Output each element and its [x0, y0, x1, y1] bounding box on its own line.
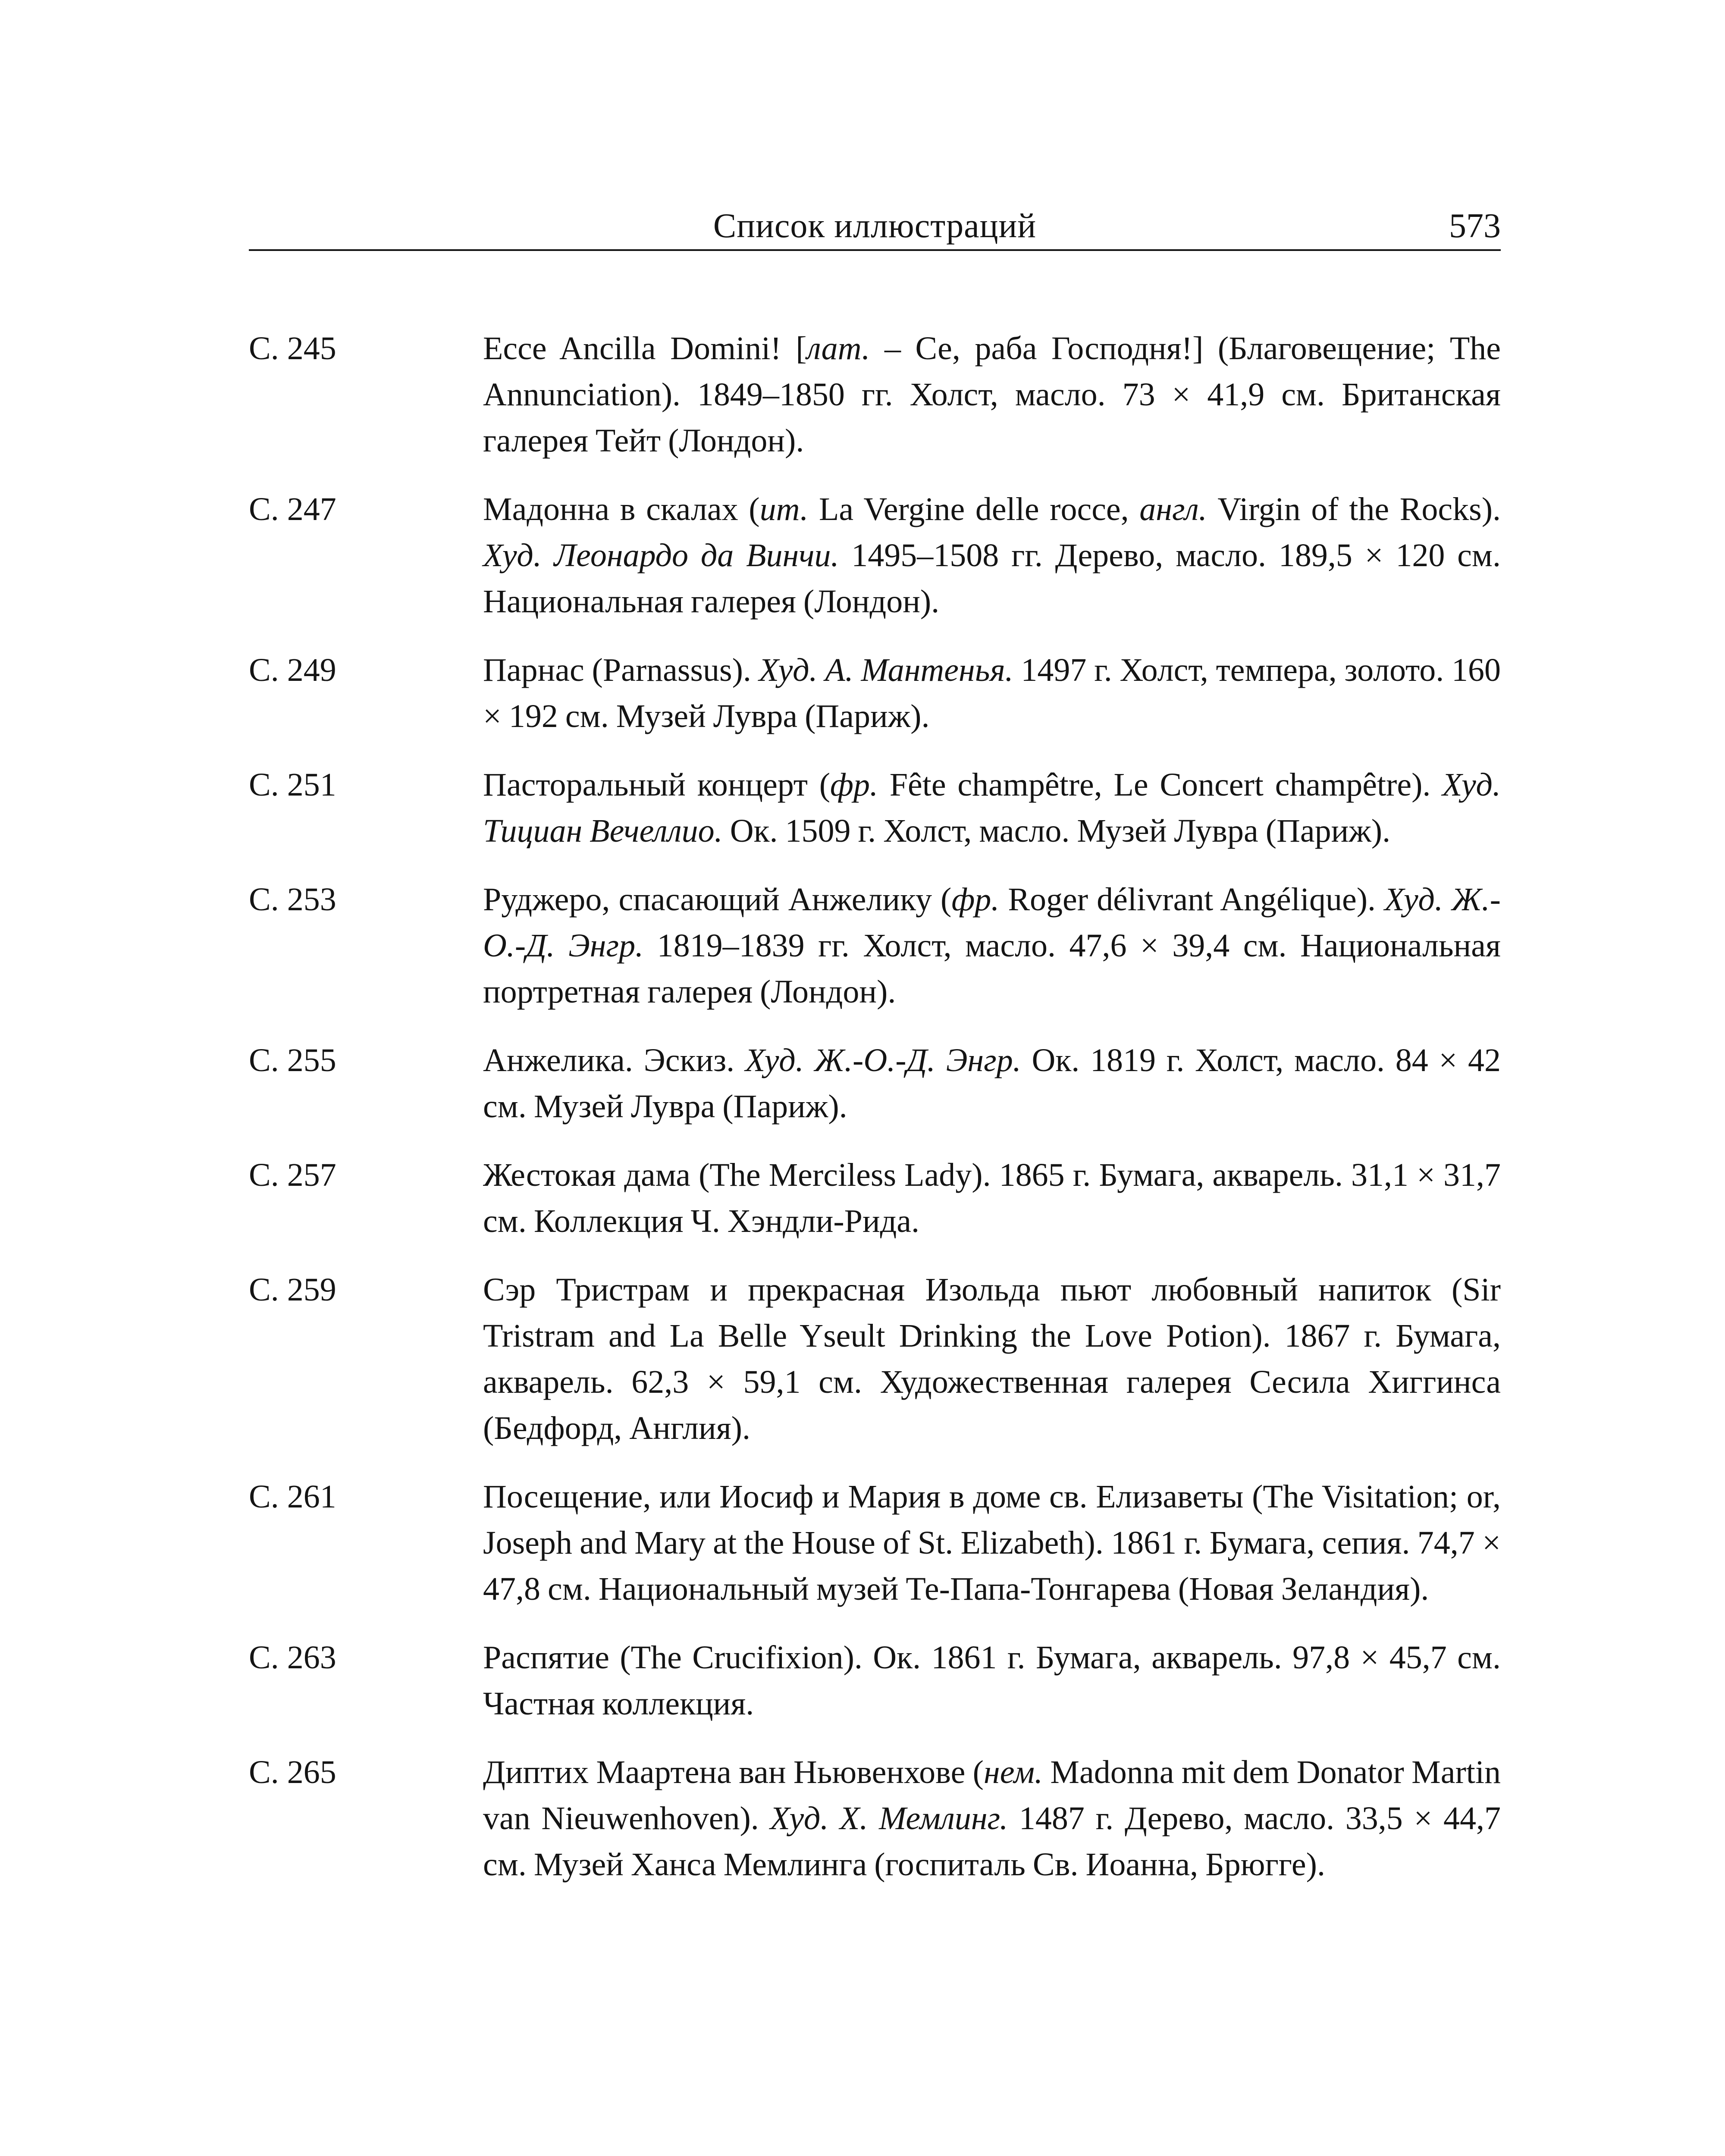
entry-text-italic: Худ. Леонардо да Винчи.	[483, 537, 839, 573]
entry-page-ref: С. 253	[249, 881, 336, 918]
entry-text-run: 1819–1839 гг. Холст, масло. 47,6 × 39,4 см. Национальная портретная галерея (Лондон).	[483, 928, 1501, 1010]
entry-text-italic: ит.	[759, 491, 809, 527]
illustration-entry	[249, 1474, 1501, 1612]
entry-page-ref: С. 251	[249, 767, 336, 803]
entry-description	[483, 1749, 1501, 1888]
entry-text-run: Руджеро, спасающий Анжелику (	[483, 881, 952, 918]
entry-text-run: Virgin of the Rocks).	[1207, 491, 1501, 527]
illustration-entry	[249, 1635, 1501, 1727]
entry-text-run: Ок. 1819 г. Холст, масло. 84 × 42 см. Музей Лувра (Париж).	[483, 1042, 1501, 1125]
entry-description	[483, 877, 1501, 1015]
entry-text-run: Сэр Тристрам и прекрасная Изольда пьют любовный напиток (Sir Tristram and La Belle Yseult Drinking the Love Potion). 1867 г. Бумага, акварель. 62,3 × 59,1 см. Художественная галерея Сесила Хиггинса (Бедфорд, Англия).	[483, 1272, 1501, 1446]
entry-page-ref: С. 245	[249, 330, 336, 367]
entry-page-ref: С. 249	[249, 652, 336, 688]
entry-text-run: 1487 г. Дерево, масло. 33,5 × 44,7 см. Музей Ханса Мемлинга (госпиталь Св. Иоанна, Брюгге).	[483, 1800, 1501, 1883]
entry-text-run: Ок. 1509 г. Холст, масло. Музей Лувра (Париж).	[722, 813, 1391, 849]
entry-text-run: – Се, раба Господня!] (Благовещение; The Annunciation). 1849–1850 гг. Холст, масло. 73 × 41,9 см. Британская галерея Тейт (Лондон).	[483, 330, 1501, 459]
entry-description	[483, 647, 1501, 740]
entry-text-italic: фр.	[951, 881, 1000, 918]
entry-description	[483, 486, 1501, 625]
entry-text-run: Пасторальный концерт (	[483, 767, 831, 803]
entry-text-italic: Худ. Х. Мемлинг.	[770, 1800, 1008, 1836]
entry-text-run: Мадонна в скалах (	[483, 491, 760, 527]
entry-description	[483, 326, 1501, 464]
entry-text-italic: Худ. Ж.-О.-Д. Энгр.	[483, 881, 1501, 964]
entry-text-run: Жестокая дама (The Merciless Lady). 1865 г. Бумага, акварель. 31,1 × 31,7 см. Коллекция Ч. Хэндли-Рида.	[483, 1157, 1501, 1239]
entry-page-ref: С. 263	[249, 1639, 336, 1676]
illustration-entry	[249, 1749, 1501, 1888]
illustration-entry	[249, 762, 1501, 854]
entry-text-run: Roger délivrant Angélique).	[999, 881, 1385, 918]
illustration-entry	[249, 1037, 1501, 1130]
illustration-entry	[249, 877, 1501, 1015]
entry-text-run: Fête champêtre, Le Concert champêtre).	[878, 767, 1443, 803]
entry-text-run: Посещение, или Иосиф и Мария в доме св. Елизаветы (The Visitation; or, Joseph and Mary at the House of St. Elizabeth). 1861 г. Бумага, сепия. 74,7 × 47,8 см. Национальный музей Те-Папа-Тонгарева (Новая Зеландия).	[483, 1479, 1501, 1607]
entry-text-italic: нем.	[983, 1754, 1043, 1790]
entry-text-run: 1497 г. Холст, темпера, золото. 160 × 192 см. Музей Лувра (Париж).	[483, 652, 1501, 734]
entry-text-run: Парнас (Parnassus).	[483, 652, 759, 688]
entry-text-italic: Худ. Ж.-О.-Д. Энгр.	[745, 1042, 1021, 1078]
illustration-entry	[249, 486, 1501, 625]
running-title: Список иллюстраций	[713, 207, 1037, 245]
entry-text-italic: англ.	[1139, 491, 1207, 527]
entry-page-ref: С. 259	[249, 1272, 336, 1308]
illustration-entry	[249, 1267, 1501, 1451]
header-rule	[249, 249, 1501, 251]
page-number: 573	[1449, 207, 1501, 245]
entry-page-ref: С. 257	[249, 1157, 336, 1193]
entry-description	[483, 1267, 1501, 1451]
entry-page-ref: С. 255	[249, 1042, 336, 1078]
entry-text-run: Анжелика. Эскиз.	[483, 1042, 745, 1078]
entry-text-run: 1495–1508 гг. Дерево, масло. 189,5 × 120 см. Национальная галерея (Лондон).	[483, 537, 1501, 620]
entry-text-italic: фр.	[830, 767, 878, 803]
entry-text-italic: лат.	[806, 330, 870, 367]
entry-text-run: Madonna mit dem Donator Martin van Nieuwenhoven).	[483, 1754, 1501, 1836]
page-header	[249, 199, 1501, 251]
illustration-list	[249, 326, 1501, 1910]
entry-text-run: Диптих Маартена ван Ньювенхове (	[483, 1754, 984, 1790]
entry-description	[483, 1152, 1501, 1244]
illustration-entry	[249, 326, 1501, 464]
entry-description	[483, 1635, 1501, 1727]
entry-page-ref: С. 247	[249, 491, 336, 527]
illustration-entry	[249, 647, 1501, 740]
entry-text-run: Распятие (The Crucifixion). Ок. 1861 г. Бумага, акварель. 97,8 × 45,7 см. Частная коллекция.	[483, 1639, 1501, 1722]
entry-text-italic: Худ. А. Мантенья.	[759, 652, 1013, 688]
entry-page-ref: С. 261	[249, 1479, 336, 1515]
entry-text-run: La Vergine delle rocce,	[808, 491, 1140, 527]
entry-text-italic: Худ. Тициан Вечеллио.	[483, 767, 1501, 849]
entry-description	[483, 1474, 1501, 1612]
entry-page-ref: С. 265	[249, 1754, 336, 1790]
entry-text-run: Ecce Ancilla Domini! [	[483, 330, 807, 367]
entry-description	[483, 1037, 1501, 1130]
illustration-entry	[249, 1152, 1501, 1244]
entry-description	[483, 762, 1501, 854]
